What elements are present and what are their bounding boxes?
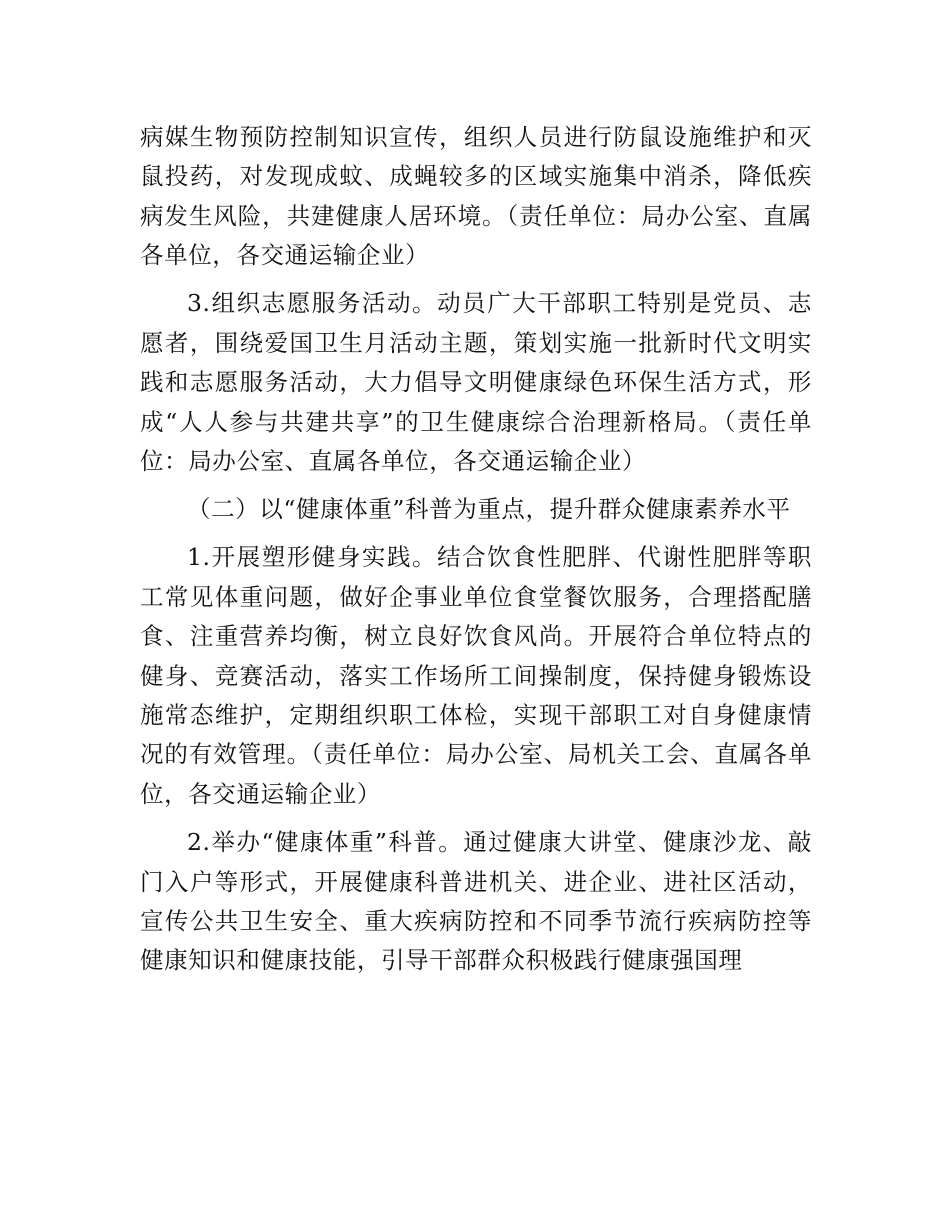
document-body [140,118,812,981]
paragraph-fitness-practice: 1.开展塑形健身实践。结合饮食性肥胖、代谢性肥胖等职工常见体重问题，做好企事业单位食堂餐饮服务，合理搭配膳食、注重营养均衡，树立良好饮食风尚。开展符合单位特点的健身、竞赛活动，落实工作场所工间操制度，保持健身锻炼设施常态维护，定期组织职工体检，实现干部职工对自身健康情况的有效管理。（责任单位：局办公室、局机关工会、直属各单位，各交通运输企业） [140,543,812,808]
section-heading-healthy-weight: （二）以“健康体重”科普为重点，提升群众健康素养水平 [187,495,791,524]
paragraph-volunteer-service: 3.组织志愿服务活动。动员广大干部职工特别是党员、志愿者，围绕爱国卫生月活动主题，策划实施一批新时代文明实践和志愿服务活动，大力倡导文明健康绿色环保生活方式，形成“人人参与共建共享”的卫生健康综合治理新格局。（责任单位：局办公室、直属各单位，各交通运输企业） [140,289,812,476]
paragraph-continued-vector-control: 病媒生物预防控制知识宣传，组织人员进行防鼠设施维护和灭鼠投药，对发现成蚊、成蝇较多的区域实施集中消杀，降低疾病发生风险，共建健康人居环境。（责任单位：局办公室、直属各单位，各交通运输企业） [140,123,812,270]
paragraph-healthy-weight-outreach: 2.举办“健康体重”科普。通过健康大讲堂、健康沙龙、敲门入户等形式，开展健康科普进机关、进企业、进社区活动，宣传公共卫生安全、重大疾病防控和不同季节流行疾病防控等健康知识和健康技能，引导干部群众积极践行健康强国理 [140,828,812,975]
